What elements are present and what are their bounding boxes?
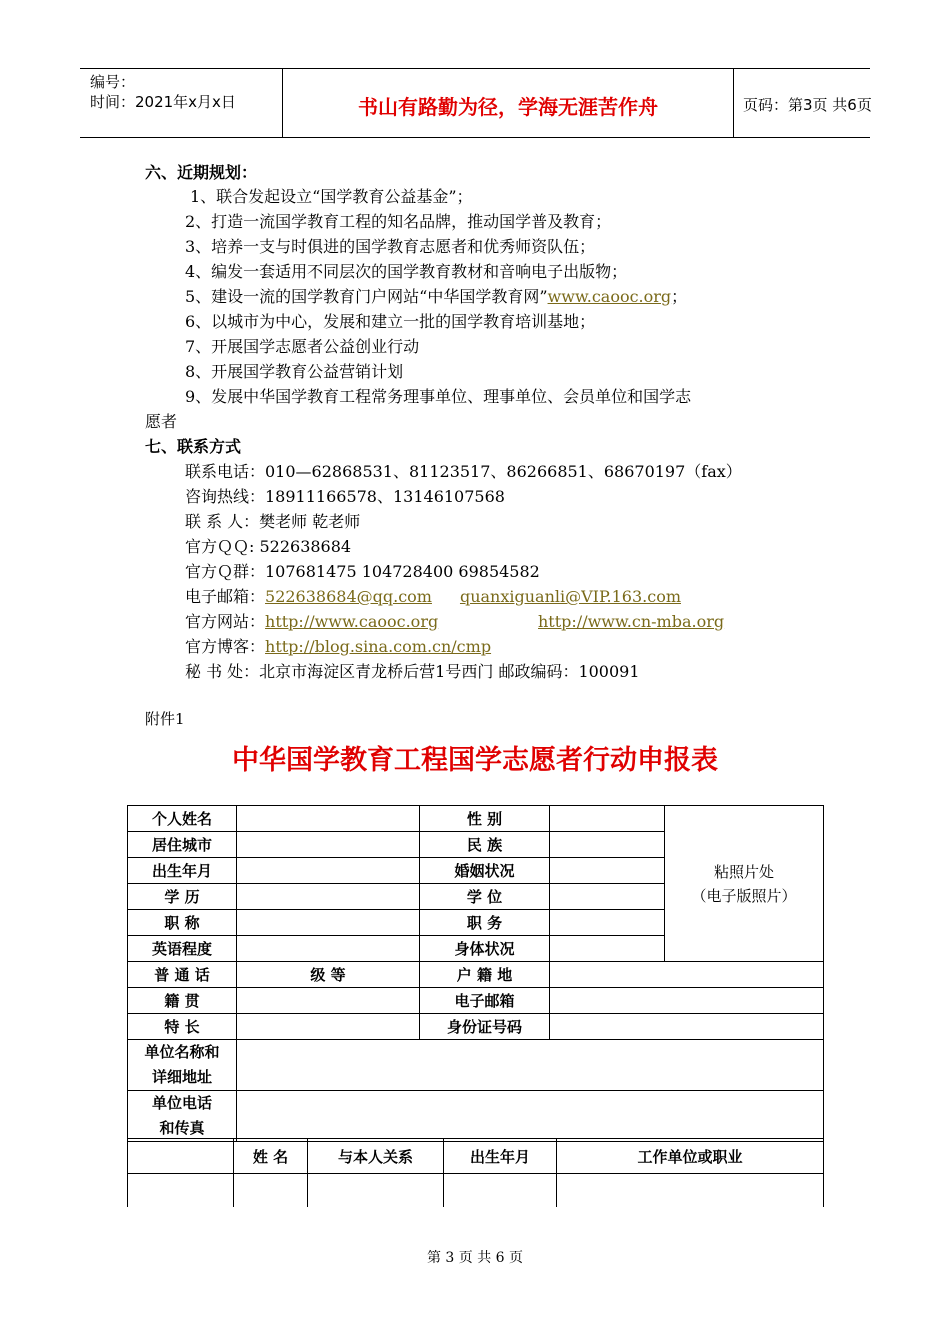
- contact-blog-row: [185, 636, 491, 658]
- plan-item-6: 6、以城市为中心，发展和建立一批的国学教育培训基地；: [185, 312, 596, 331]
- label-hukou: 户 籍 地: [420, 962, 550, 988]
- field-id-number[interactable]: [550, 1014, 824, 1040]
- plan-item-5-text: 5、建设一流的国学教育门户网站“中华国学教育网”: [185, 287, 548, 306]
- section6-heading: 六、近期规划：: [145, 163, 258, 182]
- attachment-label: 附件1: [145, 710, 185, 728]
- label-degree: 学 位: [420, 884, 550, 910]
- photo-placeholder[interactable]: [665, 806, 824, 962]
- family-members-table: [127, 1138, 824, 1207]
- plan-item-9-continued: 愿者: [145, 412, 178, 431]
- application-form-table: [127, 805, 824, 1142]
- field-specialty[interactable]: [237, 1014, 420, 1040]
- page-footer: 第 3 页 共 6 页: [426, 1250, 524, 1266]
- label-unit-name-line1: 单位名称和: [144, 1043, 220, 1061]
- email-label: 电子邮箱：: [185, 587, 266, 606]
- family-row-work[interactable]: [557, 1174, 824, 1208]
- contact-secretariat: 秘 书 处：北京市海淀区青龙桥后营1号西门 邮政编码：100091: [185, 662, 640, 681]
- label-specialty: 特 长: [128, 1014, 237, 1040]
- email-link-vip[interactable]: quanxiguanli@VIP.163.com: [459, 587, 681, 606]
- label-unit-name-line2: 详细地址: [151, 1068, 212, 1086]
- form-title: 中华国学教育工程国学志愿者行动申报表: [232, 745, 718, 776]
- label-id-number: 身份证号码: [420, 1014, 550, 1040]
- family-header-blank: [128, 1139, 234, 1174]
- photo-label: 粘照片处: [713, 862, 774, 881]
- family-row-blank: [128, 1174, 234, 1208]
- family-row-relation[interactable]: [308, 1174, 444, 1208]
- contact-qq: 官方ＱＱ: 522638684: [185, 537, 352, 556]
- label-name: 个人姓名: [128, 806, 237, 832]
- label-unit-phone-line1: 单位电话: [151, 1094, 212, 1112]
- label-health: 身体状况: [420, 936, 550, 962]
- label-native: 籍 贯: [128, 988, 237, 1014]
- field-marital[interactable]: [550, 858, 665, 884]
- website-label: 官方网站：: [185, 612, 266, 631]
- plan-item-1: 1、联合发起设立“国学教育公益基金”；: [190, 187, 473, 206]
- field-hukou[interactable]: [550, 962, 824, 988]
- header-left-cell: [80, 69, 282, 137]
- field-unit-name[interactable]: [237, 1040, 824, 1091]
- field-degree[interactable]: [550, 884, 665, 910]
- field-email[interactable]: [550, 988, 824, 1014]
- document-number-label: 编号：: [90, 73, 136, 91]
- header-motto: 书山有路勤为径，学海无涯苦作舟: [358, 95, 658, 119]
- email-link-qq[interactable]: 522638684@qq.com: [265, 587, 432, 606]
- field-english[interactable]: [237, 936, 420, 962]
- website-link-cnmba[interactable]: http://www.cn-mba.org: [538, 612, 725, 631]
- field-name[interactable]: [237, 806, 420, 832]
- contact-phone: 联系电话：010—62868531、81123517、86266851、68670197（fax）: [185, 462, 742, 481]
- label-city: 居住城市: [128, 832, 237, 858]
- field-unit-phone[interactable]: [237, 1091, 824, 1142]
- header-page-label: 页码：第3页 共6页: [743, 96, 872, 114]
- contact-person: 联 系 人：樊老师 乾老师: [185, 512, 361, 531]
- document-time-label: 时间：2021年x月x日: [90, 93, 236, 111]
- label-english: 英语程度: [128, 936, 237, 962]
- label-email: 电子邮箱: [420, 988, 550, 1014]
- family-row-birth[interactable]: [444, 1174, 557, 1208]
- contact-hotline: 咨询热线：18911166578、13146107568: [185, 487, 505, 506]
- field-education[interactable]: [237, 884, 420, 910]
- contact-qq-group: 官方Ｑ群：107681475 104728400 69854582: [185, 562, 540, 581]
- family-col-name: 姓 名: [234, 1139, 308, 1174]
- label-education: 学 历: [128, 884, 237, 910]
- blog-label: 官方博客：: [185, 637, 266, 656]
- family-row-name[interactable]: [234, 1174, 308, 1208]
- field-title[interactable]: [237, 910, 420, 936]
- family-col-relation: 与本人关系: [308, 1139, 444, 1174]
- label-unit-phone: [128, 1091, 237, 1142]
- header-motto-cell: [282, 69, 734, 137]
- website-link-cnmba-wrap: [538, 611, 724, 633]
- label-birth: 出生年月: [128, 858, 237, 884]
- field-health[interactable]: [550, 936, 665, 962]
- family-col-birth: 出生年月: [444, 1139, 557, 1174]
- field-position[interactable]: [550, 910, 665, 936]
- plan-item-7: 7、开展国学志愿者公益创业行动: [185, 337, 420, 356]
- family-col-work: 工作单位或职业: [557, 1139, 824, 1174]
- field-gender[interactable]: [550, 806, 665, 832]
- field-native[interactable]: [237, 988, 420, 1014]
- blog-link[interactable]: http://blog.sina.com.cn/cmp: [265, 637, 492, 656]
- label-marital: 婚姻状况: [420, 858, 550, 884]
- label-ethnicity: 民 族: [420, 832, 550, 858]
- field-mandarin-level[interactable]: 级 等: [237, 962, 420, 988]
- field-birth[interactable]: [237, 858, 420, 884]
- label-position: 职 务: [420, 910, 550, 936]
- photo-sublabel: （电子版照片）: [691, 886, 797, 905]
- page-header: [80, 68, 870, 138]
- plan-item-5: [185, 286, 687, 308]
- field-ethnicity[interactable]: [550, 832, 665, 858]
- field-city[interactable]: [237, 832, 420, 858]
- contact-website-row: [185, 611, 438, 633]
- contact-email-row: [185, 586, 681, 608]
- caooc-link[interactable]: www.caooc.org: [547, 287, 672, 306]
- plan-item-2: 2、打造一流国学教育工程的知名品牌，推动国学普及教育；: [185, 212, 612, 231]
- label-unit-name: [128, 1040, 237, 1091]
- plan-item-4: 4、编发一套适用不同层次的国学教育教材和音响电子出版物；: [185, 262, 628, 281]
- plan-item-8: 8、开展国学教育公益营销计划: [185, 362, 404, 381]
- plan-item-5-suffix: ；: [671, 287, 688, 306]
- section7-heading: 七、联系方式: [145, 437, 242, 456]
- plan-item-3: 3、培养一支与时俱进的国学教育志愿者和优秀师资队伍；: [185, 237, 596, 256]
- label-mandarin: 普 通 话: [128, 962, 237, 988]
- label-gender: 性 别: [420, 806, 550, 832]
- website-link-caooc[interactable]: http://www.caooc.org: [265, 612, 439, 631]
- label-unit-phone-line2: 和传真: [159, 1119, 205, 1137]
- label-title: 职 称: [128, 910, 237, 936]
- plan-item-9: 9、发展中华国学教育工程常务理事单位、理事单位、会员单位和国学志: [185, 387, 692, 406]
- header-right-cell: [733, 69, 870, 137]
